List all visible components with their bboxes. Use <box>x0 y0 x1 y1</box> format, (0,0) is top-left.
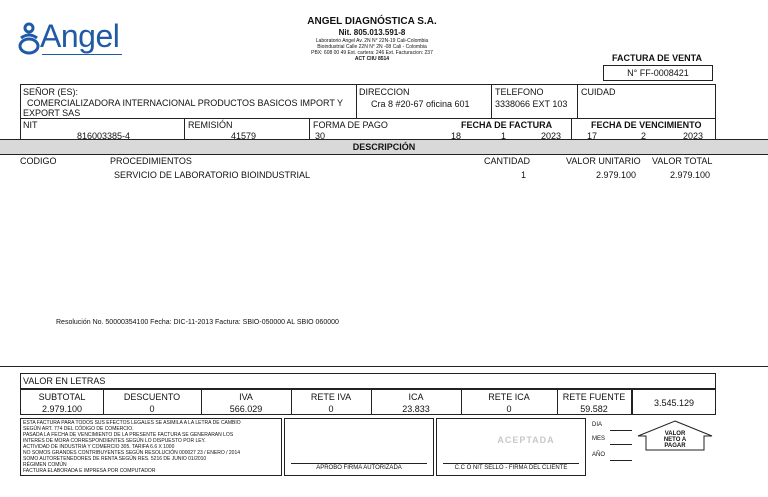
totals-row <box>20 389 632 415</box>
angel-logo-icon <box>16 22 42 56</box>
resolution-text: Resolución No. 50000354100 Fecha: DIC-11-2013 Factura: SBIO-050000 AL SBIO 060000 <box>56 319 339 326</box>
legal-line: SEGÚN ART. 774 DEL CÓDIGO DE COMERCIO. <box>23 426 134 432</box>
fecha-m: 1 <box>501 131 507 139</box>
senor-label: SEÑOR (ES): <box>23 87 79 97</box>
company-line1: Laboratorio Angel Av. 2N N° 22N-19 Cali-Colombia <box>315 38 429 44</box>
retefuente-label: RETE FUENTE <box>562 392 626 402</box>
legal-line: SOMO AUTORETENEDORES DE RENTA SEGÚN RES. 5216 DE JUNIO 01/2010 <box>23 456 207 462</box>
row-unit: 2.979.100 <box>595 170 636 180</box>
header-codigo: CODIGO <box>20 156 57 166</box>
company-name: ANGEL DIAGNÓSTICA S.A. <box>307 16 437 27</box>
telefono-value: 3338066 EXT 103 <box>495 99 568 109</box>
valor-letras-label: VALOR EN LETRAS <box>23 376 106 386</box>
header-proc: PROCEDIMIENTOS <box>110 156 192 166</box>
legal-line: ACTIVIDAD DE INDUSTRIA Y COMERCIO 305. TARIFA 6.6 X 1000 <box>23 444 175 450</box>
senor-value: COMERCIALIZADORA INTERNACIONAL PRODUCTOS BASICOS IMPORT Y EXPORT SAS <box>23 98 343 118</box>
direccion-label: DIRECCION <box>359 87 410 97</box>
direccion-value: Cra 8 #20-67 oficina 601 <box>371 99 470 109</box>
iva-label: IVA <box>239 392 253 402</box>
telefono-label: TELEFONO <box>495 87 544 97</box>
reteica-label: RETE ICA <box>488 392 530 402</box>
legal-line: RÉGIMEN COMÚN <box>23 462 67 468</box>
description-title: DESCRIPCIÓN <box>0 140 768 154</box>
logo-text: Angel <box>40 18 120 54</box>
firma-box <box>284 418 434 476</box>
retefuente-value: 59.582 <box>580 404 608 414</box>
descuento-label: DESCUENTO <box>123 392 181 402</box>
remision-value: 41579 <box>231 131 257 139</box>
legal-line: INTERES DE MORA CORRESPONDIENTES SEGÚN LO DISPUESTO POR LEY. <box>23 438 206 444</box>
subtotal-value: 2.979.100 <box>41 404 83 414</box>
iva-value: 566.029 <box>229 404 263 414</box>
venc-y: 2023 <box>683 131 704 139</box>
nit-label: NIT <box>23 120 38 130</box>
fecha-recibido <box>588 418 632 476</box>
remision-label: REMISIÓN <box>188 120 233 130</box>
venc-d: 17 <box>587 131 598 139</box>
subtotal-label: SUBTOTAL <box>38 392 86 402</box>
header-cant: CANTIDAD <box>484 156 531 166</box>
neto-pagar-label: VALOR NETO A PAGAR <box>663 431 687 449</box>
ica-label: ICA <box>408 392 424 402</box>
legal-line: ESTA FACTURA PARA TODOS SUS EFECTOS LEGALES SE ASIMILA A LA LETRA DE CAMBIO <box>23 420 241 426</box>
cliente-box <box>436 418 586 476</box>
fecha-y: 2023 <box>541 131 562 139</box>
venc-label: FECHA DE VENCIMIENTO <box>591 120 702 130</box>
reteica-value: 0 <box>506 404 512 414</box>
legal-box <box>20 418 282 476</box>
ica-value: 23.833 <box>402 404 430 414</box>
dia-label: DIA <box>592 422 603 428</box>
customer-row <box>20 84 716 119</box>
mes-label: MES <box>592 436 606 442</box>
forma-value: 30 <box>315 131 326 139</box>
company-nit: Nit. 805.013.591-8 <box>338 28 406 37</box>
header-total: VALOR TOTAL <box>652 156 713 166</box>
logo <box>16 20 126 56</box>
row-total: 2.979.100 <box>669 170 710 180</box>
legal-line: NO SOMOS GRANDES CONTRIBUYENTES SEGÚN RESOLUCIÓN 000027 23 / ENERO / 2014 <box>23 450 241 456</box>
aceptada-stamp: ACEPTADA <box>497 435 555 445</box>
row-cant: 1 <box>520 170 526 180</box>
fecha-d: 18 <box>451 131 462 139</box>
cliente-label: C.C Ó NIT SELLO - FIRMA DEL CLIENTE <box>454 465 568 471</box>
header-unit: VALOR UNITARIO <box>566 156 641 166</box>
company-block <box>272 16 472 62</box>
descuento-value: 0 <box>149 404 155 414</box>
company-line4: ACT CIIU 8514 <box>354 56 390 62</box>
legal-line: FACTURA ELABORADA E IMPRESA POR COMPUTADOR <box>23 468 156 474</box>
row-proc: SERVICIO DE LABORATORIO BIOINDUSTRIAL <box>114 170 311 180</box>
firma-label: APROBO FIRMA AUTORIZADA <box>316 465 402 471</box>
invoice-title: FACTURA DE VENTA <box>612 53 702 63</box>
reteiva-value: 0 <box>328 404 334 414</box>
fecha-label: FECHA DE FACTURA <box>461 120 553 130</box>
company-line2: Bioindustrial Calle 22N N° 2N -08 Cali - Colombia <box>317 44 427 50</box>
neto-value: 3.545.129 <box>632 389 716 415</box>
legal-line: PASADA LA FECHA DE VENCIMIENTO DE LA PRESENTE FACTURA SE GENERARAN LOS <box>23 432 234 438</box>
nit-value: 816003385-4 <box>77 131 131 139</box>
invoice-number: N° FF-0008421 <box>603 65 713 81</box>
company-line3: PBX: 608 00 49 Ext. cartera: 246 Ext. Facturacion: 237 <box>311 50 433 56</box>
neto-pagar-badge <box>634 418 716 454</box>
reteiva-label: RETE IVA <box>310 392 352 402</box>
description-section <box>0 139 768 367</box>
forma-label: FORMA DE PAGO <box>313 120 388 130</box>
valor-letras-row <box>20 373 716 389</box>
meta-row <box>20 119 716 139</box>
ciudad-label: CUIDAD <box>581 87 616 97</box>
venc-m: 2 <box>641 131 647 139</box>
ano-label: AÑO <box>592 452 606 458</box>
